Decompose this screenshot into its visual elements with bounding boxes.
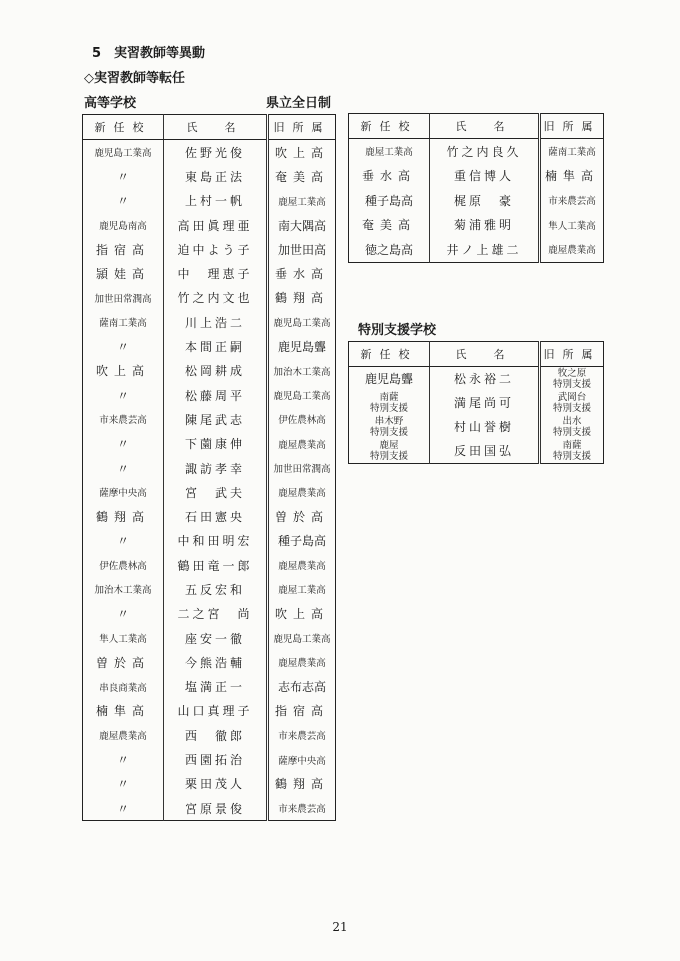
name-cell: 西園拓治 [164, 747, 268, 771]
former-school-cell: 市来農芸高 [278, 731, 326, 743]
name-cell: 栗田茂人 [164, 772, 268, 796]
table-row [349, 439, 604, 464]
cell-line: 特別支援 [552, 403, 591, 414]
new-school-cell: 鹿屋工業高 [349, 139, 430, 164]
new-school-cell: 曽於高 [83, 650, 164, 674]
new-school-cell: 薩南工業高 [83, 310, 164, 334]
new-school-cell: 〃 [83, 383, 164, 407]
table-header-row [83, 115, 336, 140]
header-former-school: 旧所属 [268, 115, 336, 140]
header-former-school: 旧所属 [540, 342, 604, 367]
new-school-cell: 指宿高 [83, 237, 164, 261]
table-row [83, 140, 336, 165]
former-school-cell: 鹿屋農業高 [278, 439, 326, 451]
cell-line: 特別支援 [369, 403, 408, 414]
name-cell: 満尾尚可 [430, 391, 540, 415]
table-row [83, 772, 336, 796]
header-new-school: 新任校 [349, 114, 430, 139]
former-school-cell: 加世田高 [277, 242, 326, 257]
new-school-cell: 薩摩中央高 [83, 480, 164, 504]
former-school-cell: 垂水高 [274, 267, 329, 282]
name-cell: 西 徹郎 [164, 723, 268, 747]
name-cell: 川上浩二 [164, 310, 268, 334]
name-cell: 竹之内良久 [430, 139, 540, 164]
header-new-school: 新任校 [83, 115, 164, 140]
table-row [349, 139, 604, 164]
former-school-cell [540, 391, 604, 415]
cell-line: 特別支援 [369, 451, 408, 462]
table-row [349, 188, 604, 213]
former-school-cell: 楠隼高 [544, 169, 599, 184]
table-row [83, 675, 336, 699]
name-cell: 宮 武夫 [164, 480, 268, 504]
table-row [349, 391, 604, 415]
table-row [83, 723, 336, 747]
new-school-cell: 伊佐農林高 [83, 553, 164, 577]
former-school-cell: 市来農芸高 [548, 196, 596, 208]
header-new-school: 新任校 [349, 342, 430, 367]
former-school-cell: 吹上高 [274, 607, 329, 622]
new-school-cell: 〃 [83, 456, 164, 480]
name-cell: 竹之内文也 [164, 286, 268, 310]
school-type-label: 県立全日制 [266, 96, 332, 111]
name-cell: 塩満正一 [164, 675, 268, 699]
former-school-cell: 加世田常潤高 [273, 464, 331, 475]
cell-line: 特別支援 [369, 427, 408, 438]
name-cell: 松永裕二 [430, 367, 540, 392]
former-school-cell: 鹿屋農業高 [278, 561, 326, 573]
name-cell: 迫中よう子 [164, 237, 268, 261]
new-school-cell: 〃 [83, 602, 164, 626]
cell-line: 鹿屋 [379, 440, 399, 451]
former-school-cell: 市来農芸高 [278, 804, 326, 816]
former-school-cell: 指宿高 [274, 704, 329, 719]
table-row [83, 456, 336, 480]
name-cell: 井ノ上雄二 [430, 237, 540, 262]
name-cell: 山口真理子 [164, 699, 268, 723]
former-school-cell [540, 439, 604, 464]
name-cell: 鶴田竜一郎 [164, 553, 268, 577]
new-school-cell: 〃 [83, 529, 164, 553]
table-row [349, 367, 604, 392]
name-cell: 石田憲央 [164, 504, 268, 528]
new-school-cell: 鶴翔高 [83, 504, 164, 528]
name-cell: 佐野光俊 [164, 140, 268, 165]
former-school-cell: 鹿児島工業高 [273, 318, 331, 330]
former-school-cell: 薩摩中央高 [278, 755, 326, 767]
name-cell: 上村一帆 [164, 189, 268, 213]
new-school-cell: 〃 [83, 796, 164, 821]
name-cell: 今熊浩輔 [164, 650, 268, 674]
cell-line: 鹿児島聾 [364, 371, 413, 386]
page-number: 21 [332, 920, 348, 934]
former-school-cell: 鹿屋工業高 [278, 585, 326, 597]
cell-line: 南薩 [379, 392, 399, 403]
former-school-cell: 吹上高 [274, 145, 329, 160]
former-school-cell: 鹿屋農業高 [548, 245, 596, 257]
new-school-cell: 奄美高 [349, 213, 430, 238]
table-row [83, 261, 336, 285]
name-cell: 反田国弘 [430, 439, 540, 464]
table-row [83, 504, 336, 528]
former-school-cell: 鹿屋農業高 [278, 488, 326, 500]
former-school-cell [540, 415, 604, 439]
former-school-cell: 鹿屋農業高 [278, 658, 326, 670]
cell-line: 特別支援 [552, 427, 591, 438]
former-school-cell: 鹿児島工業高 [273, 634, 331, 646]
new-school-cell [349, 415, 430, 439]
cell-line: 特別支援 [552, 451, 591, 462]
new-school-cell: 鹿児島南高 [83, 213, 164, 237]
table-row [83, 310, 336, 334]
table-row [83, 237, 336, 261]
name-cell: 梶原 豪 [430, 188, 540, 213]
former-school-cell: 薩南工業高 [548, 147, 596, 159]
table-row [349, 237, 604, 262]
former-school-cell: 隼人工業高 [548, 220, 596, 232]
table-row [83, 164, 336, 188]
new-school-cell: 垂水高 [349, 164, 430, 189]
new-school-cell [349, 367, 430, 392]
former-school-cell: 奄美高 [274, 169, 329, 184]
high-school-transfer-table-continued [348, 113, 604, 263]
new-school-cell: 〃 [83, 772, 164, 796]
name-cell: 陳尾武志 [164, 407, 268, 431]
name-cell: 高田眞理亜 [164, 213, 268, 237]
new-school-cell: 隼人工業高 [83, 626, 164, 650]
header-name: 氏 名 [164, 115, 268, 140]
new-school-cell: 市来農芸高 [83, 407, 164, 431]
former-school-cell: 鹿屋工業高 [278, 196, 326, 208]
table-row [83, 407, 336, 431]
section-title: 5 実習教師等異動 [92, 46, 206, 61]
header-name: 氏 名 [430, 342, 540, 367]
new-school-cell: 加治木工業高 [83, 577, 164, 601]
new-school-cell: 鹿児島工業高 [83, 140, 164, 165]
new-school-cell: 〃 [83, 189, 164, 213]
name-cell: 東島正法 [164, 164, 268, 188]
table-header-row [349, 342, 604, 367]
cell-line: 武岡台 [557, 392, 587, 403]
new-school-cell: 〃 [83, 334, 164, 358]
name-cell: 座安一徹 [164, 626, 268, 650]
former-school-cell: 志布志高 [277, 680, 326, 695]
table-row [83, 747, 336, 771]
name-cell: 松岡耕成 [164, 359, 268, 383]
name-cell: 諏訪孝幸 [164, 456, 268, 480]
former-school-cell: 鹿児島工業高 [273, 391, 331, 403]
new-school-cell: 〃 [83, 432, 164, 456]
name-cell: 五反宏和 [164, 577, 268, 601]
table-row [83, 602, 336, 626]
former-school-cell: 種子島高 [277, 534, 326, 549]
special-school-transfer-table [348, 341, 604, 464]
table-row [349, 213, 604, 238]
table-row [83, 577, 336, 601]
name-cell: 本間正嗣 [164, 334, 268, 358]
new-school-cell [349, 439, 430, 464]
high-school-title: 高等学校 [84, 96, 137, 111]
header-name: 氏 名 [430, 114, 540, 139]
table-row [83, 432, 336, 456]
header-former-school: 旧所属 [540, 114, 604, 139]
name-cell: 村山誉樹 [430, 415, 540, 439]
table-row [83, 699, 336, 723]
table-row [83, 383, 336, 407]
cell-line: 出水 [562, 416, 582, 427]
former-school-cell [540, 367, 604, 392]
new-school-cell [349, 391, 430, 415]
subsection-title: ◇実習教師等転任 [84, 71, 185, 86]
former-school-cell: 加治木工業高 [273, 366, 331, 378]
new-school-cell: 〃 [83, 164, 164, 188]
table-row [83, 626, 336, 650]
new-school-cell: 吹上高 [83, 359, 164, 383]
table-row [83, 553, 336, 577]
former-school-cell: 伊佐農林高 [278, 415, 326, 427]
new-school-cell: 加世田常潤高 [83, 286, 164, 310]
special-school-title: 特別支援学校 [358, 323, 437, 338]
name-cell: 宮原景俊 [164, 796, 268, 821]
cell-line: 特別支援 [552, 379, 591, 390]
former-school-cell: 鶴翔高 [274, 291, 329, 306]
former-school-cell: 鹿児島聾 [277, 340, 326, 355]
name-cell: 中和田明宏 [164, 529, 268, 553]
new-school-cell: 鹿屋農業高 [83, 723, 164, 747]
name-cell: 中 理恵子 [164, 261, 268, 285]
cell-line: 串木野 [374, 416, 404, 427]
name-cell: 松藤周平 [164, 383, 268, 407]
name-cell: 重信博人 [430, 164, 540, 189]
table-row [83, 213, 336, 237]
name-cell: 菊浦雅明 [430, 213, 540, 238]
new-school-cell: 種子島高 [349, 188, 430, 213]
new-school-cell: 楠隼高 [83, 699, 164, 723]
high-school-transfer-table [82, 114, 336, 821]
former-school-cell: 曽於高 [274, 510, 329, 525]
cell-line: 牧之原 [557, 368, 587, 379]
new-school-cell: 徳之島高 [349, 237, 430, 262]
table-row [83, 359, 336, 383]
name-cell: 下薗康伸 [164, 432, 268, 456]
table-header-row [349, 114, 604, 139]
table-row [349, 164, 604, 189]
name-cell: 二之宮 尚 [164, 602, 268, 626]
new-school-cell: 〃 [83, 747, 164, 771]
table-row [83, 189, 336, 213]
table-row [349, 415, 604, 439]
table-row [83, 334, 336, 358]
table-row [83, 650, 336, 674]
table-row [83, 796, 336, 821]
former-school-cell: 南大隅高 [277, 218, 326, 233]
new-school-cell: 串良商業高 [83, 675, 164, 699]
table-row [83, 480, 336, 504]
new-school-cell: 頴娃高 [83, 261, 164, 285]
cell-line: 南薩 [562, 440, 582, 451]
former-school-cell: 鶴翔高 [274, 777, 329, 792]
table-row [83, 286, 336, 310]
table-row [83, 529, 336, 553]
